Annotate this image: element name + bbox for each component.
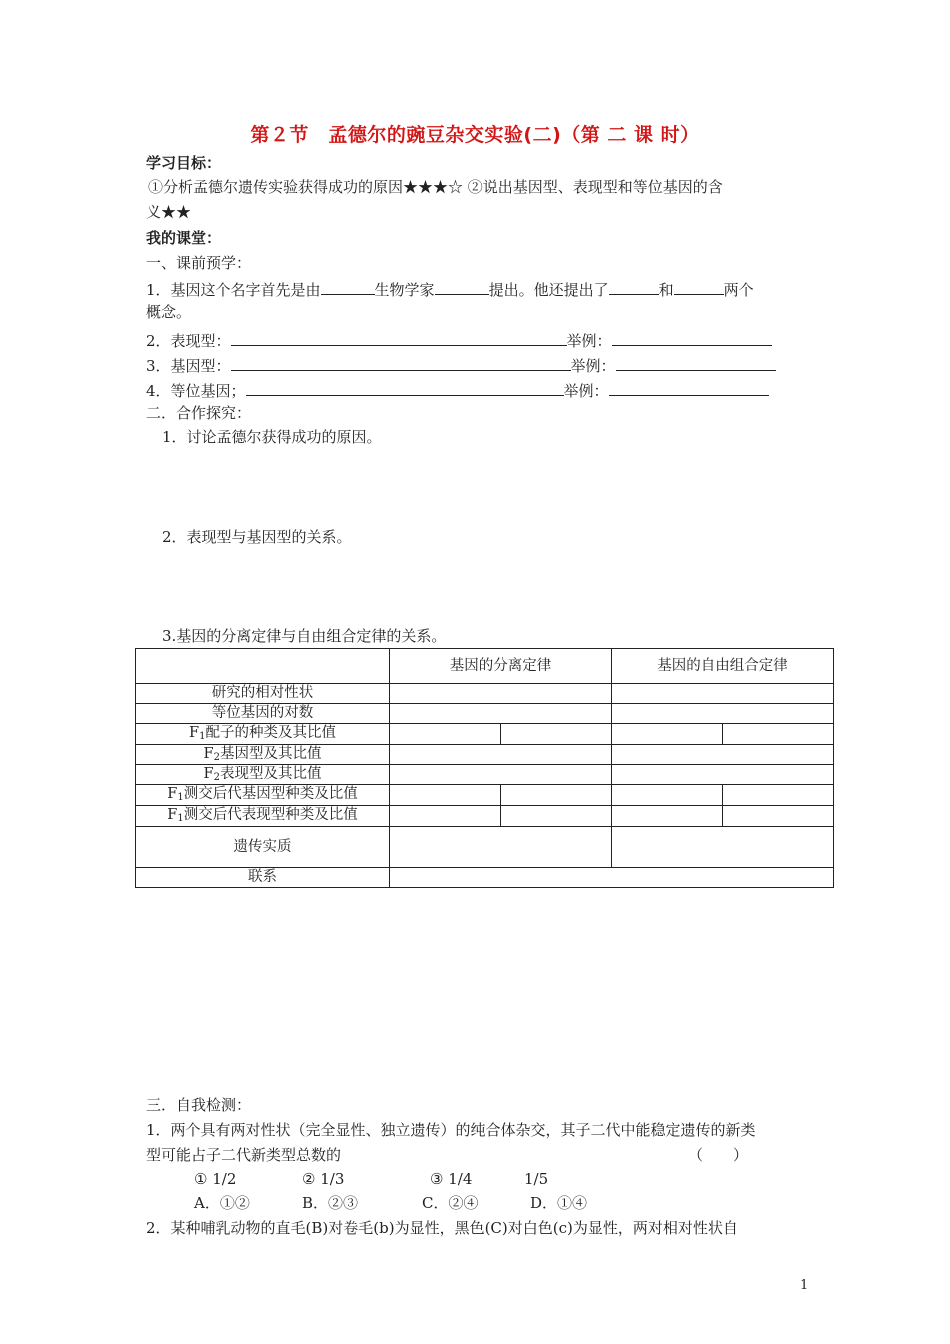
table-cell[interactable] xyxy=(612,765,834,785)
self-test-heading: 三．自我检测： xyxy=(146,1096,252,1114)
objectives-line-2: 义★★ xyxy=(146,203,192,221)
table-row-label xyxy=(136,765,390,785)
table-row-label xyxy=(136,806,390,827)
preview-question-1-cont: 概念。 xyxy=(146,303,192,321)
table-row xyxy=(136,704,834,724)
table-cell[interactable] xyxy=(612,785,723,806)
cooperation-item-1: 1．讨论孟德尔获得成功的原因。 xyxy=(162,428,382,446)
table-cell[interactable] xyxy=(501,724,612,745)
answer-blank[interactable] xyxy=(231,331,567,346)
table-cell[interactable] xyxy=(390,785,501,806)
table-cell[interactable] xyxy=(612,724,723,745)
answer-blank[interactable] xyxy=(609,280,659,295)
table-row-label: 等位基因的对数 xyxy=(136,704,390,724)
answer-blank[interactable] xyxy=(435,280,489,295)
option-item: ③ 1/4 xyxy=(430,1170,473,1188)
objectives-line-1: ①分析孟德尔遗传实验获得成功的原因★★★☆ ②说出基因型、表现型和等位基因的含 xyxy=(148,178,723,196)
table-header-cell xyxy=(136,649,390,684)
answer-blank[interactable] xyxy=(612,331,772,346)
table-row xyxy=(136,765,834,785)
preview-question-4 xyxy=(146,381,769,399)
self-test-q1-line-1: 1．两个具有两对性状（完全显性、独立遗传）的纯合体杂交，其子二代中能稳定遗传的新类 xyxy=(146,1121,756,1139)
answer-blank[interactable] xyxy=(609,381,769,396)
table-cell[interactable] xyxy=(723,724,834,745)
answer-blank[interactable] xyxy=(231,356,571,371)
self-test-q2-line-1: 2．某种哺乳动物的直毛(B)对卷毛(b)为显性，黑色(C)对白色(c)为显性，两对相对性状自 xyxy=(146,1219,738,1237)
table-cell[interactable] xyxy=(390,765,612,785)
table-cell[interactable] xyxy=(501,785,612,806)
table-cell[interactable] xyxy=(612,745,834,765)
choice-b[interactable]: B．②③ xyxy=(302,1194,359,1212)
table-header-cell: 基因的自由组合定律 xyxy=(612,649,834,684)
table-cell[interactable] xyxy=(612,806,723,827)
q2-example: 举例： xyxy=(566,332,612,350)
table-cell[interactable] xyxy=(501,806,612,827)
comparison-table xyxy=(135,648,834,888)
option-item: ② 1/3 xyxy=(302,1170,345,1188)
label-text: 测交后代表现型种类及比值 xyxy=(183,807,358,823)
q3-label: 3．基因型： xyxy=(146,357,231,375)
preview-heading: 一、课前预学： xyxy=(146,254,252,272)
table-cell[interactable] xyxy=(390,868,834,888)
label-subscript: 2 xyxy=(213,771,220,783)
answer-parenthesis[interactable]: （ ） xyxy=(688,1146,749,1164)
table-header-cell: 基因的分离定律 xyxy=(390,649,612,684)
label-symbol: F xyxy=(203,745,214,762)
answer-blank[interactable] xyxy=(616,356,776,371)
q1-part-c: 提出。他还提出了 xyxy=(488,281,609,299)
cooperation-item-3: 3.基因的分离定律与自由组合定律的关系。 xyxy=(162,627,447,645)
choice-a[interactable]: A．①② xyxy=(194,1194,250,1212)
label-text: 配子的种类及其比值 xyxy=(205,725,336,741)
table-cell[interactable] xyxy=(390,724,501,745)
option-item: 1/5 xyxy=(524,1170,549,1188)
table-cell[interactable] xyxy=(390,704,612,724)
label-symbol: F xyxy=(189,725,200,741)
answer-blank[interactable] xyxy=(321,280,375,295)
table-row-label xyxy=(136,724,390,745)
label-text: 表现型及其比值 xyxy=(219,765,322,782)
table-cell[interactable] xyxy=(390,806,501,827)
label-text: 基因型及其比值 xyxy=(219,745,322,762)
table-cell[interactable] xyxy=(612,704,834,724)
table-row xyxy=(136,806,834,827)
label-subscript: 2 xyxy=(213,751,220,763)
table-row xyxy=(136,785,834,806)
table-row-label: 遗传实质 xyxy=(136,827,390,868)
label-text: 测交后代基因型种类及比值 xyxy=(183,786,358,802)
q1-part-b: 生物学家 xyxy=(374,281,435,299)
choice-d[interactable]: D．①④ xyxy=(530,1194,588,1212)
label-subscript: 1 xyxy=(177,813,184,824)
cooperation-heading: 二．合作探究： xyxy=(146,404,252,422)
q1-part-e: 两个 xyxy=(723,281,754,299)
preview-question-2 xyxy=(146,331,772,349)
table-row xyxy=(136,684,834,704)
q1-part-d: 和 xyxy=(658,281,674,299)
table-cell[interactable] xyxy=(612,684,834,704)
table-cell[interactable] xyxy=(723,806,834,827)
table-row-label xyxy=(136,785,390,806)
table-cell[interactable] xyxy=(723,785,834,806)
label-subscript: 1 xyxy=(177,792,184,803)
table-row xyxy=(136,649,834,684)
q1-part-a: 1．基因这个名字首先是由 xyxy=(146,281,321,299)
q3-example: 举例： xyxy=(570,357,616,375)
answer-blank[interactable] xyxy=(674,280,724,295)
table-cell[interactable] xyxy=(390,827,612,868)
table-row xyxy=(136,724,834,745)
table-cell[interactable] xyxy=(612,827,834,868)
page-title: 第２节 孟德尔的豌豆杂交实验(二)（第 二 课 时） xyxy=(250,124,700,146)
label-symbol: F xyxy=(167,807,178,823)
option-item: ① 1/2 xyxy=(194,1170,237,1188)
label-symbol: F xyxy=(167,786,178,802)
choice-c[interactable]: C．②④ xyxy=(422,1194,479,1212)
page-number: 1 xyxy=(800,1278,809,1293)
table-row xyxy=(136,827,834,868)
table-cell[interactable] xyxy=(390,684,612,704)
preview-question-1 xyxy=(146,280,754,298)
label-subscript: 1 xyxy=(199,731,206,742)
table-row xyxy=(136,745,834,765)
table-row xyxy=(136,868,834,888)
q2-label: 2．表现型： xyxy=(146,332,231,350)
cooperation-item-2: 2．表现型与基因型的关系。 xyxy=(162,528,352,546)
table-row-label: 研究的相对性状 xyxy=(136,684,390,704)
answer-blank[interactable] xyxy=(246,381,564,396)
table-cell[interactable] xyxy=(390,745,612,765)
q4-label: 4．等位基因； xyxy=(146,382,246,400)
my-class-heading: 我的课堂： xyxy=(146,229,222,247)
self-test-q1-line-2: 型可能占子二代新类型总数的 xyxy=(146,1146,342,1164)
table-row-label: 联系 xyxy=(136,868,390,888)
objectives-heading: 学习目标： xyxy=(146,154,222,172)
preview-question-3 xyxy=(146,356,776,374)
label-symbol: F xyxy=(203,765,214,782)
table-row-label xyxy=(136,745,390,765)
q4-example: 举例： xyxy=(563,382,609,400)
